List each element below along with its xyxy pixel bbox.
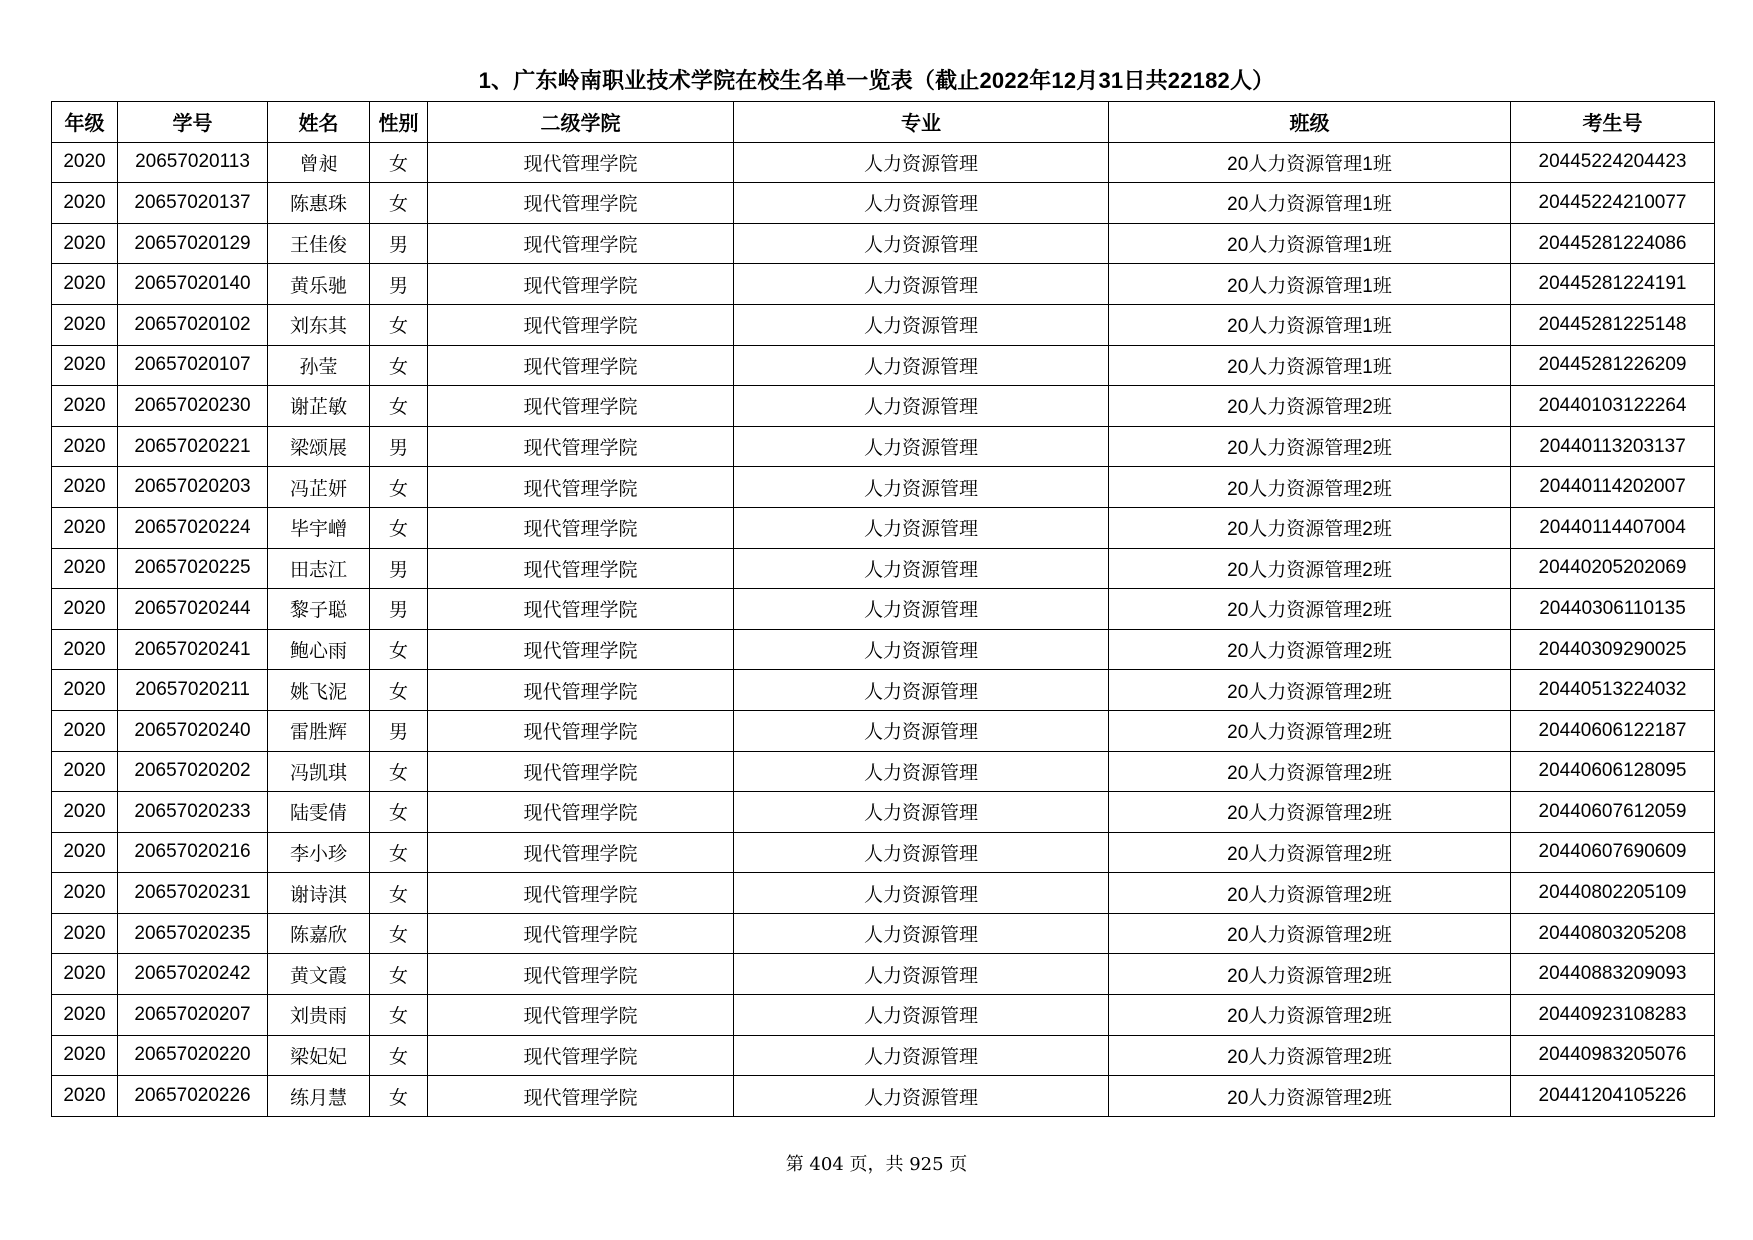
grade-cell: 2020 — [52, 792, 118, 833]
name-cell: 黎子聪 — [268, 589, 370, 630]
name-cell: 姚飞泥 — [268, 670, 370, 711]
gender-cell: 女 — [370, 670, 428, 711]
class-cell: 20人力资源管理2班 — [1109, 670, 1511, 711]
table-row — [52, 873, 1715, 914]
name-cell: 孙莹 — [268, 345, 370, 386]
table-row — [52, 223, 1715, 264]
gender-cell: 男 — [370, 589, 428, 630]
class-cell: 20人力资源管理1班 — [1109, 223, 1511, 264]
exam-number-cell: 20440607612059 — [1511, 792, 1715, 833]
grade-cell: 2020 — [52, 142, 118, 183]
grade-cell: 2020 — [52, 345, 118, 386]
table-row — [52, 1076, 1715, 1117]
gender-cell: 女 — [370, 467, 428, 508]
major-cell: 人力资源管理 — [734, 710, 1109, 751]
class-cell: 20人力资源管理2班 — [1109, 629, 1511, 670]
class-cell: 20人力资源管理2班 — [1109, 467, 1511, 508]
student-id-cell: 20657020137 — [118, 183, 268, 224]
gender-cell: 女 — [370, 913, 428, 954]
exam-number-cell: 20445281224086 — [1511, 223, 1715, 264]
gender-cell: 女 — [370, 832, 428, 873]
table-row — [52, 995, 1715, 1036]
header-student-id: 学号 — [118, 102, 268, 143]
header-gender: 性别 — [370, 102, 428, 143]
college-cell: 现代管理学院 — [428, 710, 734, 751]
major-cell: 人力资源管理 — [734, 995, 1109, 1036]
major-cell: 人力资源管理 — [734, 873, 1109, 914]
college-cell: 现代管理学院 — [428, 183, 734, 224]
student-id-cell: 20657020102 — [118, 304, 268, 345]
name-cell: 刘东其 — [268, 304, 370, 345]
table-row — [52, 426, 1715, 467]
exam-number-cell: 20440309290025 — [1511, 629, 1715, 670]
exam-number-cell: 20445224210077 — [1511, 183, 1715, 224]
exam-number-cell: 20440606122187 — [1511, 710, 1715, 751]
table-row — [52, 913, 1715, 954]
class-cell: 20人力资源管理2班 — [1109, 995, 1511, 1036]
college-cell: 现代管理学院 — [428, 426, 734, 467]
exam-number-cell: 20445281226209 — [1511, 345, 1715, 386]
exam-number-cell: 20445281225148 — [1511, 304, 1715, 345]
college-cell: 现代管理学院 — [428, 832, 734, 873]
gender-cell: 女 — [370, 345, 428, 386]
student-id-cell: 20657020129 — [118, 223, 268, 264]
class-cell: 20人力资源管理1班 — [1109, 345, 1511, 386]
grade-cell: 2020 — [52, 954, 118, 995]
table-row — [52, 548, 1715, 589]
header-exam-number: 考生号 — [1511, 102, 1715, 143]
name-cell: 曾昶 — [268, 142, 370, 183]
class-cell: 20人力资源管理2班 — [1109, 1035, 1511, 1076]
exam-number-cell: 20440306110135 — [1511, 589, 1715, 630]
grade-cell: 2020 — [52, 710, 118, 751]
table-row — [52, 386, 1715, 427]
name-cell: 雷胜辉 — [268, 710, 370, 751]
name-cell: 谢芷敏 — [268, 386, 370, 427]
student-id-cell: 20657020216 — [118, 832, 268, 873]
name-cell: 练月慧 — [268, 1076, 370, 1117]
class-cell: 20人力资源管理2班 — [1109, 710, 1511, 751]
gender-cell: 女 — [370, 1076, 428, 1117]
class-cell: 20人力资源管理2班 — [1109, 792, 1511, 833]
student-id-cell: 20657020107 — [118, 345, 268, 386]
major-cell: 人力资源管理 — [734, 670, 1109, 711]
class-cell: 20人力资源管理2班 — [1109, 589, 1511, 630]
class-cell: 20人力资源管理2班 — [1109, 913, 1511, 954]
grade-cell: 2020 — [52, 304, 118, 345]
name-cell: 冯凯琪 — [268, 751, 370, 792]
student-id-cell: 20657020242 — [118, 954, 268, 995]
college-cell: 现代管理学院 — [428, 751, 734, 792]
student-id-cell: 20657020244 — [118, 589, 268, 630]
table-row — [52, 264, 1715, 305]
exam-number-cell: 20445281224191 — [1511, 264, 1715, 305]
gender-cell: 女 — [370, 183, 428, 224]
major-cell: 人力资源管理 — [734, 1076, 1109, 1117]
gender-cell: 女 — [370, 304, 428, 345]
college-cell: 现代管理学院 — [428, 954, 734, 995]
student-id-cell: 20657020221 — [118, 426, 268, 467]
header-name: 姓名 — [268, 102, 370, 143]
name-cell: 冯芷妍 — [268, 467, 370, 508]
college-cell: 现代管理学院 — [428, 264, 734, 305]
grade-cell: 2020 — [52, 670, 118, 711]
name-cell: 刘贵雨 — [268, 995, 370, 1036]
gender-cell: 女 — [370, 751, 428, 792]
student-id-cell: 20657020202 — [118, 751, 268, 792]
table-row — [52, 832, 1715, 873]
student-id-cell: 20657020207 — [118, 995, 268, 1036]
student-id-cell: 20657020203 — [118, 467, 268, 508]
gender-cell: 男 — [370, 223, 428, 264]
name-cell: 鲍心雨 — [268, 629, 370, 670]
exam-number-cell: 20445224204423 — [1511, 142, 1715, 183]
college-cell: 现代管理学院 — [428, 223, 734, 264]
grade-cell: 2020 — [52, 264, 118, 305]
student-id-cell: 20657020235 — [118, 913, 268, 954]
table-row — [52, 304, 1715, 345]
class-cell: 20人力资源管理1班 — [1109, 183, 1511, 224]
name-cell: 陈嘉欣 — [268, 913, 370, 954]
class-cell: 20人力资源管理2班 — [1109, 1076, 1511, 1117]
gender-cell: 女 — [370, 629, 428, 670]
exam-number-cell: 20440803205208 — [1511, 913, 1715, 954]
name-cell: 陆雯倩 — [268, 792, 370, 833]
grade-cell: 2020 — [52, 548, 118, 589]
exam-number-cell: 20440103122264 — [1511, 386, 1715, 427]
major-cell: 人力资源管理 — [734, 264, 1109, 305]
header-college: 二级学院 — [428, 102, 734, 143]
college-cell: 现代管理学院 — [428, 589, 734, 630]
grade-cell: 2020 — [52, 589, 118, 630]
grade-cell: 2020 — [52, 1035, 118, 1076]
major-cell: 人力资源管理 — [734, 832, 1109, 873]
major-cell: 人力资源管理 — [734, 142, 1109, 183]
class-cell: 20人力资源管理2班 — [1109, 426, 1511, 467]
gender-cell: 男 — [370, 548, 428, 589]
header-class: 班级 — [1109, 102, 1511, 143]
college-cell: 现代管理学院 — [428, 386, 734, 427]
grade-cell: 2020 — [52, 386, 118, 427]
college-cell: 现代管理学院 — [428, 548, 734, 589]
table-body — [52, 142, 1715, 1116]
table-row — [52, 467, 1715, 508]
table-row — [52, 589, 1715, 630]
gender-cell: 男 — [370, 710, 428, 751]
class-cell: 20人力资源管理2班 — [1109, 386, 1511, 427]
grade-cell: 2020 — [52, 873, 118, 914]
exam-number-cell: 20440883209093 — [1511, 954, 1715, 995]
gender-cell: 女 — [370, 142, 428, 183]
grade-cell: 2020 — [52, 751, 118, 792]
exam-number-cell: 20440983205076 — [1511, 1035, 1715, 1076]
major-cell: 人力资源管理 — [734, 467, 1109, 508]
grade-cell: 2020 — [52, 913, 118, 954]
exam-number-cell: 20440802205109 — [1511, 873, 1715, 914]
college-cell: 现代管理学院 — [428, 1076, 734, 1117]
college-cell: 现代管理学院 — [428, 670, 734, 711]
exam-number-cell: 20440607690609 — [1511, 832, 1715, 873]
table-row — [52, 670, 1715, 711]
class-cell: 20人力资源管理2班 — [1109, 507, 1511, 548]
grade-cell: 2020 — [52, 832, 118, 873]
grade-cell: 2020 — [52, 507, 118, 548]
gender-cell: 女 — [370, 1035, 428, 1076]
grade-cell: 2020 — [52, 467, 118, 508]
student-id-cell: 20657020230 — [118, 386, 268, 427]
major-cell: 人力资源管理 — [734, 913, 1109, 954]
table-header-row — [52, 102, 1715, 143]
major-cell: 人力资源管理 — [734, 751, 1109, 792]
class-cell: 20人力资源管理2班 — [1109, 954, 1511, 995]
class-cell: 20人力资源管理2班 — [1109, 751, 1511, 792]
student-id-cell: 20657020241 — [118, 629, 268, 670]
major-cell: 人力资源管理 — [734, 629, 1109, 670]
college-cell: 现代管理学院 — [428, 995, 734, 1036]
college-cell: 现代管理学院 — [428, 304, 734, 345]
class-cell: 20人力资源管理1班 — [1109, 142, 1511, 183]
name-cell: 李小珍 — [268, 832, 370, 873]
class-cell: 20人力资源管理2班 — [1109, 548, 1511, 589]
major-cell: 人力资源管理 — [734, 548, 1109, 589]
name-cell: 谢诗淇 — [268, 873, 370, 914]
name-cell: 黄乐驰 — [268, 264, 370, 305]
major-cell: 人力资源管理 — [734, 792, 1109, 833]
student-id-cell: 20657020211 — [118, 670, 268, 711]
major-cell: 人力资源管理 — [734, 954, 1109, 995]
student-id-cell: 20657020224 — [118, 507, 268, 548]
table-row — [52, 142, 1715, 183]
gender-cell: 女 — [370, 954, 428, 995]
student-id-cell: 20657020226 — [118, 1076, 268, 1117]
student-id-cell: 20657020240 — [118, 710, 268, 751]
major-cell: 人力资源管理 — [734, 223, 1109, 264]
exam-number-cell: 20440114202007 — [1511, 467, 1715, 508]
grade-cell: 2020 — [52, 426, 118, 467]
page-footer: 第 404 页，共 925 页 — [785, 1154, 968, 1175]
student-id-cell: 20657020220 — [118, 1035, 268, 1076]
major-cell: 人力资源管理 — [734, 183, 1109, 224]
document-title: 1、广东岭南职业技术学院在校生名单一览表（截止2022年12月31日共22182人） — [478, 68, 1275, 93]
name-cell: 田志江 — [268, 548, 370, 589]
grade-cell: 2020 — [52, 1076, 118, 1117]
table-row — [52, 954, 1715, 995]
college-cell: 现代管理学院 — [428, 792, 734, 833]
major-cell: 人力资源管理 — [734, 507, 1109, 548]
table-row — [52, 345, 1715, 386]
exam-number-cell: 20440205202069 — [1511, 548, 1715, 589]
gender-cell: 男 — [370, 264, 428, 305]
gender-cell: 女 — [370, 995, 428, 1036]
table-row — [52, 183, 1715, 224]
student-roster-table — [51, 101, 1715, 1117]
student-id-cell: 20657020225 — [118, 548, 268, 589]
class-cell: 20人力资源管理1班 — [1109, 264, 1511, 305]
name-cell: 王佳俊 — [268, 223, 370, 264]
college-cell: 现代管理学院 — [428, 507, 734, 548]
college-cell: 现代管理学院 — [428, 467, 734, 508]
table-row — [52, 792, 1715, 833]
major-cell: 人力资源管理 — [734, 589, 1109, 630]
exam-number-cell: 20440606128095 — [1511, 751, 1715, 792]
table-row — [52, 751, 1715, 792]
student-id-cell: 20657020140 — [118, 264, 268, 305]
class-cell: 20人力资源管理2班 — [1109, 873, 1511, 914]
major-cell: 人力资源管理 — [734, 304, 1109, 345]
header-major: 专业 — [734, 102, 1109, 143]
student-id-cell: 20657020113 — [118, 142, 268, 183]
college-cell: 现代管理学院 — [428, 345, 734, 386]
major-cell: 人力资源管理 — [734, 386, 1109, 427]
table-row — [52, 507, 1715, 548]
name-cell: 陈惠珠 — [268, 183, 370, 224]
exam-number-cell: 20441204105226 — [1511, 1076, 1715, 1117]
gender-cell: 男 — [370, 426, 428, 467]
class-cell: 20人力资源管理2班 — [1109, 832, 1511, 873]
student-id-cell: 20657020233 — [118, 792, 268, 833]
college-cell: 现代管理学院 — [428, 142, 734, 183]
exam-number-cell: 20440114407004 — [1511, 507, 1715, 548]
major-cell: 人力资源管理 — [734, 345, 1109, 386]
major-cell: 人力资源管理 — [734, 426, 1109, 467]
college-cell: 现代管理学院 — [428, 873, 734, 914]
gender-cell: 女 — [370, 507, 428, 548]
student-id-cell: 20657020231 — [118, 873, 268, 914]
table-row — [52, 1035, 1715, 1076]
header-grade: 年级 — [52, 102, 118, 143]
table-row — [52, 629, 1715, 670]
major-cell: 人力资源管理 — [734, 1035, 1109, 1076]
grade-cell: 2020 — [52, 183, 118, 224]
class-cell: 20人力资源管理1班 — [1109, 304, 1511, 345]
gender-cell: 女 — [370, 386, 428, 427]
exam-number-cell: 20440513224032 — [1511, 670, 1715, 711]
grade-cell: 2020 — [52, 629, 118, 670]
exam-number-cell: 20440113203137 — [1511, 426, 1715, 467]
name-cell: 梁妃妃 — [268, 1035, 370, 1076]
table-row — [52, 710, 1715, 751]
grade-cell: 2020 — [52, 223, 118, 264]
college-cell: 现代管理学院 — [428, 629, 734, 670]
name-cell: 黄文霞 — [268, 954, 370, 995]
college-cell: 现代管理学院 — [428, 913, 734, 954]
gender-cell: 女 — [370, 873, 428, 914]
college-cell: 现代管理学院 — [428, 1035, 734, 1076]
grade-cell: 2020 — [52, 995, 118, 1036]
exam-number-cell: 20440923108283 — [1511, 995, 1715, 1036]
gender-cell: 女 — [370, 792, 428, 833]
name-cell: 梁颂展 — [268, 426, 370, 467]
name-cell: 毕宇嶒 — [268, 507, 370, 548]
